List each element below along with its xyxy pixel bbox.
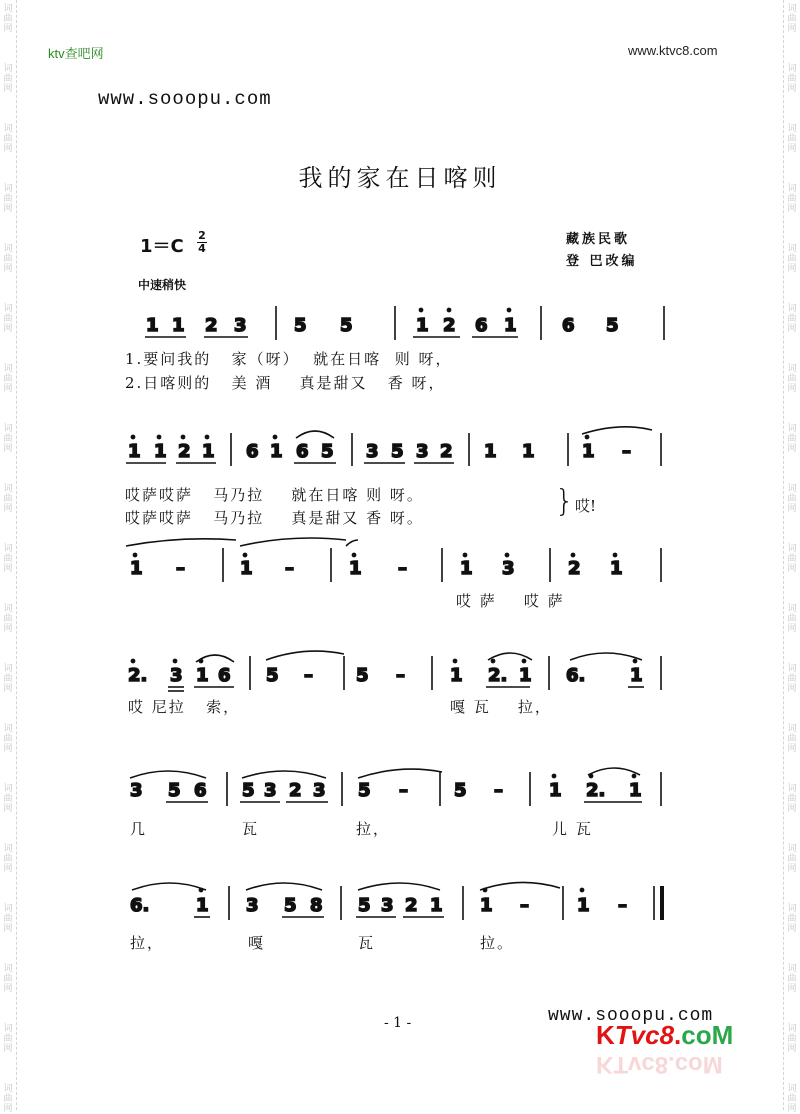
margin-watermark-mark: 词 曲 网: [3, 784, 13, 814]
svg-text:1: 1: [196, 665, 209, 686]
svg-text:5: 5: [321, 441, 334, 462]
svg-text:3: 3: [246, 895, 259, 916]
svg-text:1: 1: [629, 780, 642, 801]
site-url-header[interactable]: www.ktvc8.com: [628, 43, 718, 58]
svg-text:5: 5: [358, 780, 371, 801]
lyric-row2-verse1: 哎萨哎萨 马乃拉 就在日喀 则 呀。: [125, 486, 424, 504]
lyric-row1-verse1: 1.要问我的 家（呀） 就在日喀 则 呀，: [125, 350, 453, 368]
svg-text:–: –: [285, 558, 294, 579]
margin-watermark-mark: 词 曲 网: [787, 4, 797, 34]
margin-watermark-mark: 词 曲 网: [3, 1084, 13, 1114]
lyric-row1-verse2: 2.日喀则的 美 酒 真是甜又 香 呀，: [125, 374, 446, 392]
page-number: - 1 -: [384, 1015, 412, 1031]
svg-text:1: 1: [484, 441, 497, 462]
svg-text:1: 1: [522, 441, 535, 462]
svg-text:6: 6: [475, 315, 488, 336]
margin-watermark-mark: 词 曲 网: [787, 544, 797, 574]
svg-text:1: 1: [460, 558, 473, 579]
svg-text:–: –: [494, 780, 503, 801]
watermark-bottom: www.sooopu.com: [548, 1006, 714, 1026]
svg-text:3: 3: [234, 315, 247, 336]
lyric-hey: 哎!: [575, 497, 597, 515]
lyric-row4-part2: 嘎 瓦 拉，: [450, 698, 552, 716]
margin-watermark-mark: 词 曲 网: [3, 844, 13, 874]
svg-text:1: 1: [577, 895, 590, 916]
margin-watermark-mark: 词 曲 网: [3, 124, 13, 154]
svg-text:3: 3: [502, 558, 515, 579]
margin-watermark-mark: 词 曲 网: [3, 64, 13, 94]
ktvc8-logo-reflection: KTvc8.coM: [596, 1051, 723, 1078]
margin-watermark-mark: 词 曲 网: [3, 424, 13, 454]
svg-text:–: –: [618, 895, 627, 916]
lyric-row5-la: 拉，: [356, 820, 391, 838]
margin-watermark-mark: 词 曲 网: [787, 724, 797, 754]
ktvc8-logo: KTvc8.coM: [596, 1020, 734, 1050]
tempo-marking: 中速稍快: [138, 278, 187, 292]
svg-text:1: 1: [349, 558, 362, 579]
svg-text:3: 3: [130, 780, 143, 801]
margin-watermark-mark: 词 曲 网: [3, 664, 13, 694]
margin-watermark-mark: 词 曲 网: [3, 724, 13, 754]
watermark-top: www.sooopu.com: [98, 88, 272, 110]
lyric-row6-la: 拉，: [130, 934, 165, 952]
svg-text:2: 2: [440, 441, 453, 462]
svg-text:3: 3: [264, 780, 277, 801]
lyric-row6-wa: 瓦: [358, 934, 376, 952]
svg-text:5: 5: [168, 780, 181, 801]
lyric-row4-part1: 哎 尼拉 索，: [128, 698, 241, 716]
svg-text:2.: 2.: [128, 665, 148, 686]
margin-watermark-mark: 词 曲 网: [787, 964, 797, 994]
margin-watermark-mark: 词 曲 网: [787, 184, 797, 214]
margin-watermark-mark: 词 曲 网: [787, 1084, 797, 1114]
margin-watermark-mark: 词 曲 网: [3, 604, 13, 634]
svg-text:6: 6: [194, 780, 207, 801]
margin-watermark-mark: 词 曲 网: [3, 544, 13, 574]
lyric-row5-ji: 几: [130, 820, 148, 838]
credit-origin: 藏族民歌: [566, 232, 631, 247]
svg-text:–: –: [176, 558, 185, 579]
svg-text:1: 1: [128, 441, 141, 462]
svg-text:3: 3: [170, 665, 183, 686]
margin-watermark-mark: 词 曲 网: [787, 1024, 797, 1054]
lyric-row5-erwa: 儿 瓦: [552, 820, 593, 838]
lyric-row5-wa: 瓦: [242, 820, 260, 838]
margin-watermark-mark: 词 曲 网: [787, 124, 797, 154]
lyric-row6-ga: 嘎: [248, 934, 266, 952]
margin-watermark-mark: 词 曲 网: [787, 364, 797, 394]
svg-text:1: 1: [240, 558, 253, 579]
svg-text:2: 2: [178, 441, 191, 462]
svg-text:2: 2: [205, 315, 218, 336]
svg-text:2: 2: [568, 558, 581, 579]
svg-text:–: –: [396, 665, 405, 686]
margin-watermark-mark: 词 曲 网: [3, 304, 13, 334]
svg-text:1: 1: [582, 441, 595, 462]
margin-watermark-mark: 词 曲 网: [787, 844, 797, 874]
margin-watermark-mark: 词 曲 网: [3, 1024, 13, 1054]
svg-text:1: 1: [519, 665, 532, 686]
svg-text:1: 1: [270, 441, 283, 462]
svg-text:–: –: [520, 895, 529, 916]
svg-text:5: 5: [242, 780, 255, 801]
svg-text:1: 1: [480, 895, 493, 916]
margin-watermark-mark: 词 曲 网: [3, 184, 13, 214]
margin-watermark-mark: 词 曲 网: [787, 424, 797, 454]
svg-text:1: 1: [610, 558, 623, 579]
svg-text:8: 8: [310, 895, 323, 916]
svg-text:5: 5: [284, 895, 297, 916]
svg-text:1: 1: [146, 315, 159, 336]
svg-text:2: 2: [289, 780, 302, 801]
margin-watermark-mark: 词 曲 网: [3, 904, 13, 934]
svg-text:6.: 6.: [566, 665, 586, 686]
svg-text:5: 5: [294, 315, 307, 336]
svg-text:1: 1: [130, 558, 143, 579]
margin-watermark-mark: 词 曲 网: [787, 664, 797, 694]
svg-text:–: –: [399, 780, 408, 801]
margin-watermark-mark: 词 曲 网: [787, 304, 797, 334]
margin-watermark-mark: 词 曲 网: [787, 244, 797, 274]
svg-text:6: 6: [246, 441, 259, 462]
svg-text:1: 1: [202, 441, 215, 462]
margin-watermark-mark: 词 曲 网: [3, 4, 13, 34]
margin-watermark-mark: 词 曲 网: [787, 484, 797, 514]
margin-watermark-mark: 词 曲 网: [3, 364, 13, 394]
credit-arranger: 登 巴改编: [566, 254, 638, 269]
svg-text:2.: 2.: [586, 780, 606, 801]
site-name-header[interactable]: ktv查吧网: [48, 46, 104, 61]
svg-text:1: 1: [196, 895, 209, 916]
svg-text:3: 3: [313, 780, 326, 801]
margin-watermark-mark: 词 曲 网: [787, 604, 797, 634]
svg-text:5: 5: [356, 665, 369, 686]
svg-text:5: 5: [606, 315, 619, 336]
svg-text:1: 1: [630, 665, 643, 686]
margin-watermark-mark: 词 曲 网: [787, 784, 797, 814]
svg-text:–: –: [304, 665, 313, 686]
svg-text:1: 1: [172, 315, 185, 336]
svg-text:2: 2: [443, 315, 456, 336]
svg-text:–: –: [398, 558, 407, 579]
svg-text:1: 1: [154, 441, 167, 462]
svg-text:6.: 6.: [130, 895, 150, 916]
svg-text:–: –: [622, 441, 631, 462]
svg-text:5: 5: [391, 441, 404, 462]
margin-watermark-mark: 词 曲 网: [787, 64, 797, 94]
svg-text:5: 5: [454, 780, 467, 801]
svg-text:2.: 2.: [488, 665, 508, 686]
lyric-row2-verse2: 哎萨哎萨 马乃拉 真是甜又 香 呀。: [125, 509, 424, 527]
svg-text:3: 3: [416, 441, 429, 462]
svg-text:5: 5: [358, 895, 371, 916]
svg-text:3: 3: [381, 895, 394, 916]
svg-text:5: 5: [266, 665, 279, 686]
margin-watermark-mark: 词 曲 网: [3, 484, 13, 514]
margin-watermark-mark: 词 曲 网: [3, 244, 13, 274]
svg-text:3: 3: [366, 441, 379, 462]
svg-text:5: 5: [340, 315, 353, 336]
lyric-row6-la-end: 拉。: [480, 934, 515, 952]
lyric-row3: 哎 萨 哎 萨: [456, 592, 565, 610]
margin-watermark-mark: 词 曲 网: [787, 904, 797, 934]
svg-text:1: 1: [549, 780, 562, 801]
svg-text:6: 6: [562, 315, 575, 336]
svg-text:1: 1: [504, 315, 517, 336]
time-signature: 2 4: [198, 229, 206, 255]
svg-text:1: 1: [450, 665, 463, 686]
verse-brace: }: [555, 484, 575, 519]
svg-text:6: 6: [218, 665, 231, 686]
svg-text:1: 1: [416, 315, 429, 336]
svg-text:2: 2: [405, 895, 418, 916]
svg-text:1: 1: [430, 895, 443, 916]
margin-watermark-mark: 词 曲 网: [3, 964, 13, 994]
key-signature: 1＝C: [140, 236, 184, 257]
svg-text:6: 6: [296, 441, 309, 462]
song-title: 我的家在日喀则: [298, 164, 502, 192]
